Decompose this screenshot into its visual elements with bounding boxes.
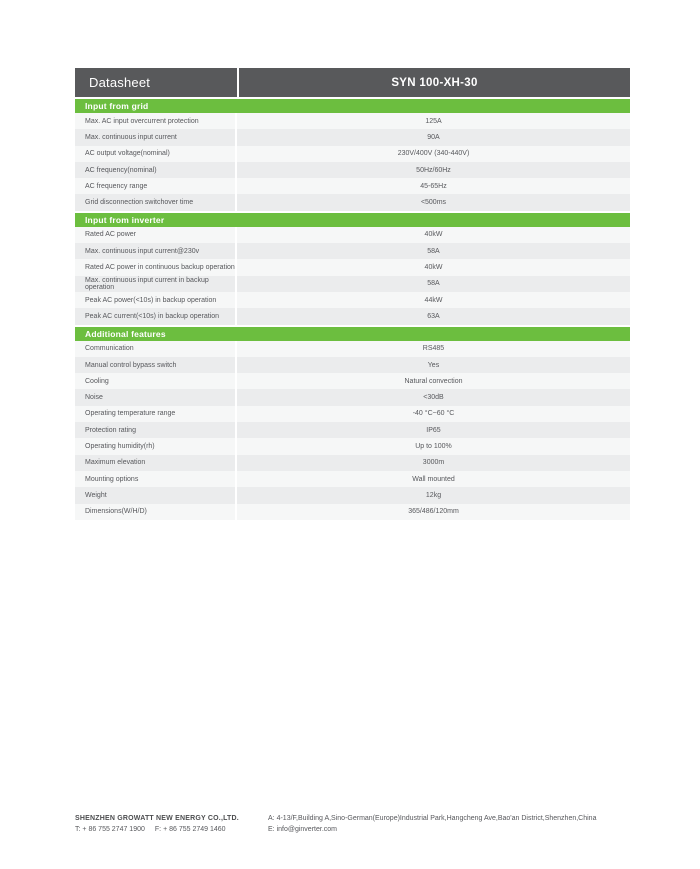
spec-label: AC output voltage(nominal) [75,146,237,162]
spec-row [75,357,630,373]
spec-label: Maximum elevation [75,455,237,471]
spec-value: 3000m [422,459,445,467]
spec-row [75,146,630,162]
spec-row [75,308,630,324]
spec-label: Weight [75,487,237,503]
spec-label: Noise [75,389,237,405]
spec-label: Max. AC input overcurrent protection [75,113,237,129]
spec-value: 125A [425,117,442,125]
spec-row [75,471,630,487]
spec-row [75,194,630,210]
spec-row [75,406,630,422]
spec-value: Yes [427,361,440,369]
company-name: SHENZHEN GROWATT NEW ENERGY CO.,LTD. [75,815,239,822]
company-address: A: 4-13/F,Building A,Sino-German(Europe)Industrial Park,Hangcheng Ave,Bao'an District,Shenzhen,China [268,815,597,822]
spec-table [75,68,630,520]
spec-row [75,422,630,438]
spec-value: IP65 [426,426,441,434]
datasheet-title: Datasheet [89,75,151,90]
section-rows [75,113,630,211]
spec-label: AC frequency(nominal) [75,162,237,178]
spec-value: 58A [427,247,440,255]
spec-label: Peak AC current(<10s) in backup operation [75,308,237,324]
spec-value: <30dB [423,394,444,402]
footer-contact-left [75,813,265,835]
spec-label: Manual control bypass switch [75,357,237,373]
spec-value: 44kW [424,296,443,304]
section-rows [75,227,630,325]
spec-value: 40kW [424,264,443,272]
spec-value: 90A [427,133,440,141]
spec-value: 58A [427,280,440,288]
spec-label: Dimensions(W/H/D) [75,504,237,520]
spec-row [75,504,630,520]
spec-label: Max. continuous input current@230v [75,243,237,259]
spec-label: Mounting options [75,471,237,487]
spec-row [75,438,630,454]
spec-row [75,455,630,471]
spec-row [75,487,630,503]
spec-value: <500ms [420,199,447,207]
spec-label: Rated AC power [75,227,237,243]
tel-number: T: + 86 755 2747 1900 [75,826,145,833]
spec-label: Max. continuous input current in backup operation [75,276,237,292]
spec-section [75,99,630,211]
spec-row [75,373,630,389]
spec-label: AC frequency range [75,178,237,194]
spec-value: Natural convection [404,377,463,385]
spec-label: Max. continuous input current [75,129,237,145]
spec-row [75,178,630,194]
spec-section [75,213,630,325]
spec-label: Operating temperature range [75,406,237,422]
spec-value: 45-65Hz [420,182,447,190]
spec-value: 12kg [425,491,442,499]
spec-section [75,327,630,520]
spec-label: Communication [75,341,237,357]
spec-row [75,243,630,259]
section-rows [75,341,630,520]
spec-label: Protection rating [75,422,237,438]
phone-fax-line [75,824,265,835]
table-header [75,68,630,97]
spec-row [75,113,630,129]
spec-value: 40kW [424,231,443,239]
page-footer [75,813,596,835]
fax-number: F: + 86 755 2749 1460 [154,826,226,833]
spec-label: Cooling [75,373,237,389]
spec-row [75,227,630,243]
spec-label: Grid disconnection switchover time [75,194,237,210]
spec-row [75,341,630,357]
spec-value: -40 °C~60 °C [412,410,455,418]
section-title-bar: Input from grid [75,99,630,113]
spec-value: 50Hz/60Hz [416,166,451,174]
spec-label: Operating humidity(rh) [75,438,237,454]
spec-value: 230V/400V (340-440V) [397,150,470,158]
spec-row [75,162,630,178]
footer-contact-right [268,813,596,835]
spec-row [75,259,630,275]
model-title: SYN 100-XH-30 [391,76,478,89]
spec-label: Peak AC power(<10s) in backup operation [75,292,237,308]
spec-row [75,389,630,405]
spec-value: Wall mounted [412,475,455,483]
company-email: E: info@ginverter.com [268,826,337,833]
section-title-bar: Additional features [75,327,630,341]
spec-value: 365/486/120mm [408,508,459,516]
spec-row [75,276,630,292]
spec-value: RS485 [422,345,445,353]
spec-row [75,292,630,308]
spec-sections [75,99,630,520]
spec-value: 63A [427,312,440,320]
spec-row [75,129,630,145]
section-title-bar: Input from inverter [75,213,630,227]
spec-label: Rated AC power in continuous backup operation [75,259,237,275]
spec-value: Up to 100% [415,442,452,450]
